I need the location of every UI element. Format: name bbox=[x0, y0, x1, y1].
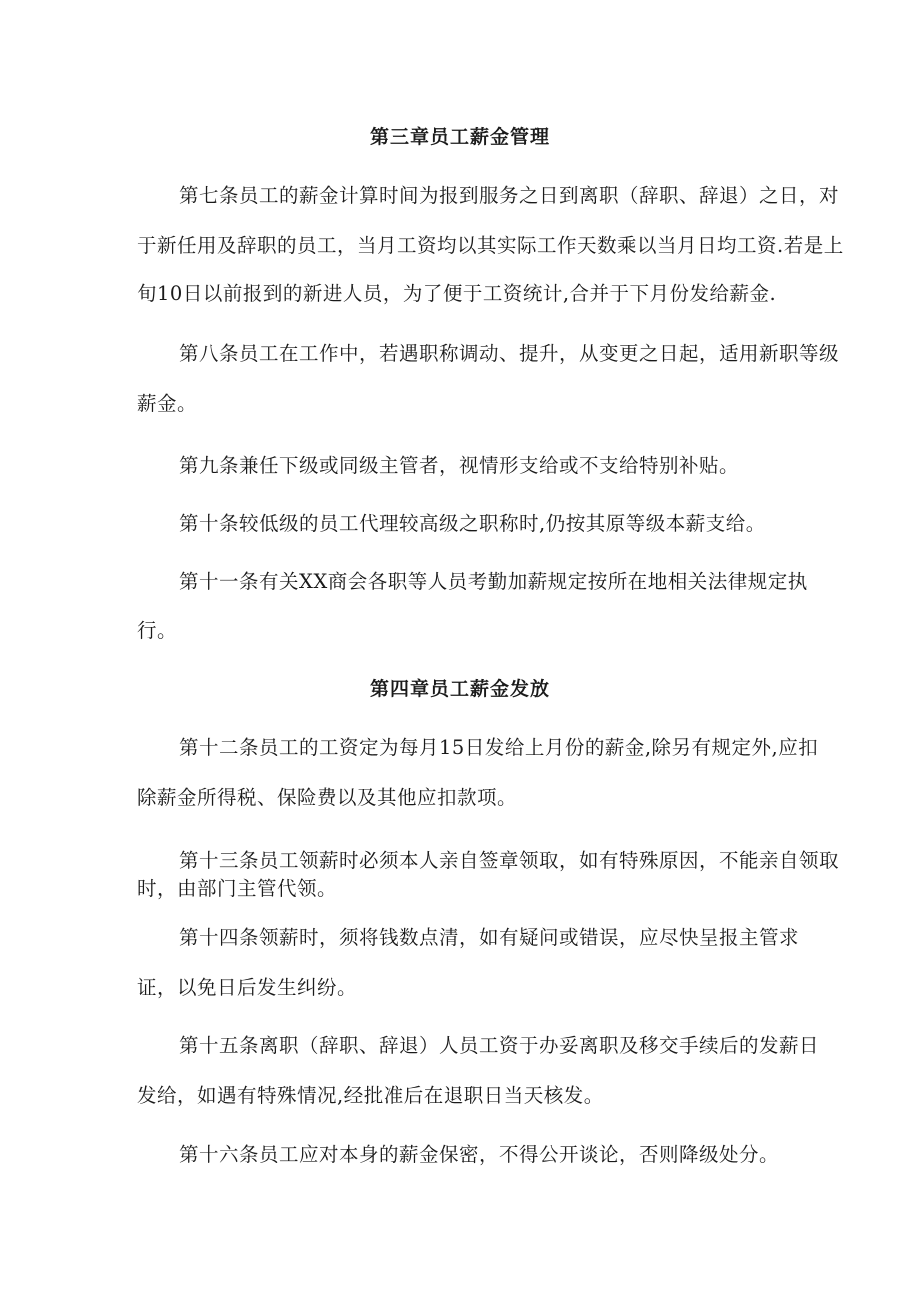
article-13-line-2: 时，由部门主管代领。 bbox=[137, 877, 338, 900]
chapter-3-title: 第三章员工薪金管理 bbox=[369, 126, 550, 148]
article-11-line-1: 第十一条有关XX商会各职等人员考勤加薪规定按所在地相关法律规定执 bbox=[179, 570, 808, 593]
article-10: 第十条较低级的员工代理较高级之职称时,仍按其原等级本薪支给。 bbox=[179, 512, 766, 535]
article-9: 第九条兼任下级或同级主管者，视情形支给或不支给特别补贴。 bbox=[179, 454, 740, 477]
article-7-line-2: 于新任用及辞职的员工，当月工资均以其实际工作天数乘以当月日均工资.若是上 bbox=[137, 234, 844, 257]
article-14-line-1: 第十四条领薪时，须将钱数点清，如有疑问或错误，应尽快呈报主管求 bbox=[179, 926, 800, 949]
article-7-line-1: 第七条员工的薪金计算时间为报到服务之日到离职（辞职、辞退）之日，对 bbox=[179, 184, 840, 207]
article-16: 第十六条员工应对本身的薪金保密，不得公开谈论，否则降级处分。 bbox=[179, 1143, 780, 1166]
article-13-line-1: 第十三条员工领薪时必须本人亲自签章领取，如有特殊原因，不能亲自领取 bbox=[179, 849, 840, 872]
chapter-4-title: 第四章员工薪金发放 bbox=[369, 678, 550, 700]
article-15-line-2: 发给，如遇有特殊情况,经批准后在退职日当天核发。 bbox=[137, 1084, 604, 1107]
article-11-line-2: 行。 bbox=[137, 619, 178, 642]
article-8-line-2: 薪金。 bbox=[137, 392, 198, 415]
article-15-line-1: 第十五条离职（辞职、辞退）人员工资于办妥离职及移交手续后的发薪日 bbox=[179, 1034, 820, 1057]
article-8-line-1: 第八条员工在工作中，若遇职称调动、提升，从变更之日起，适用新职等级 bbox=[179, 342, 840, 365]
article-12-line-1: 第十二条员工的工资定为每月15日发给上月份的薪金,除另有规定外,应扣 bbox=[179, 736, 819, 759]
article-7-line-3: 旬10日以前报到的新进人员，为了便于工资统计,合并于下月份发给薪金. bbox=[137, 282, 777, 305]
article-14-line-2: 证，以免日后发生纠纷。 bbox=[137, 976, 358, 999]
article-12-line-2: 除薪金所得税、保险费以及其他应扣款项。 bbox=[137, 786, 518, 809]
